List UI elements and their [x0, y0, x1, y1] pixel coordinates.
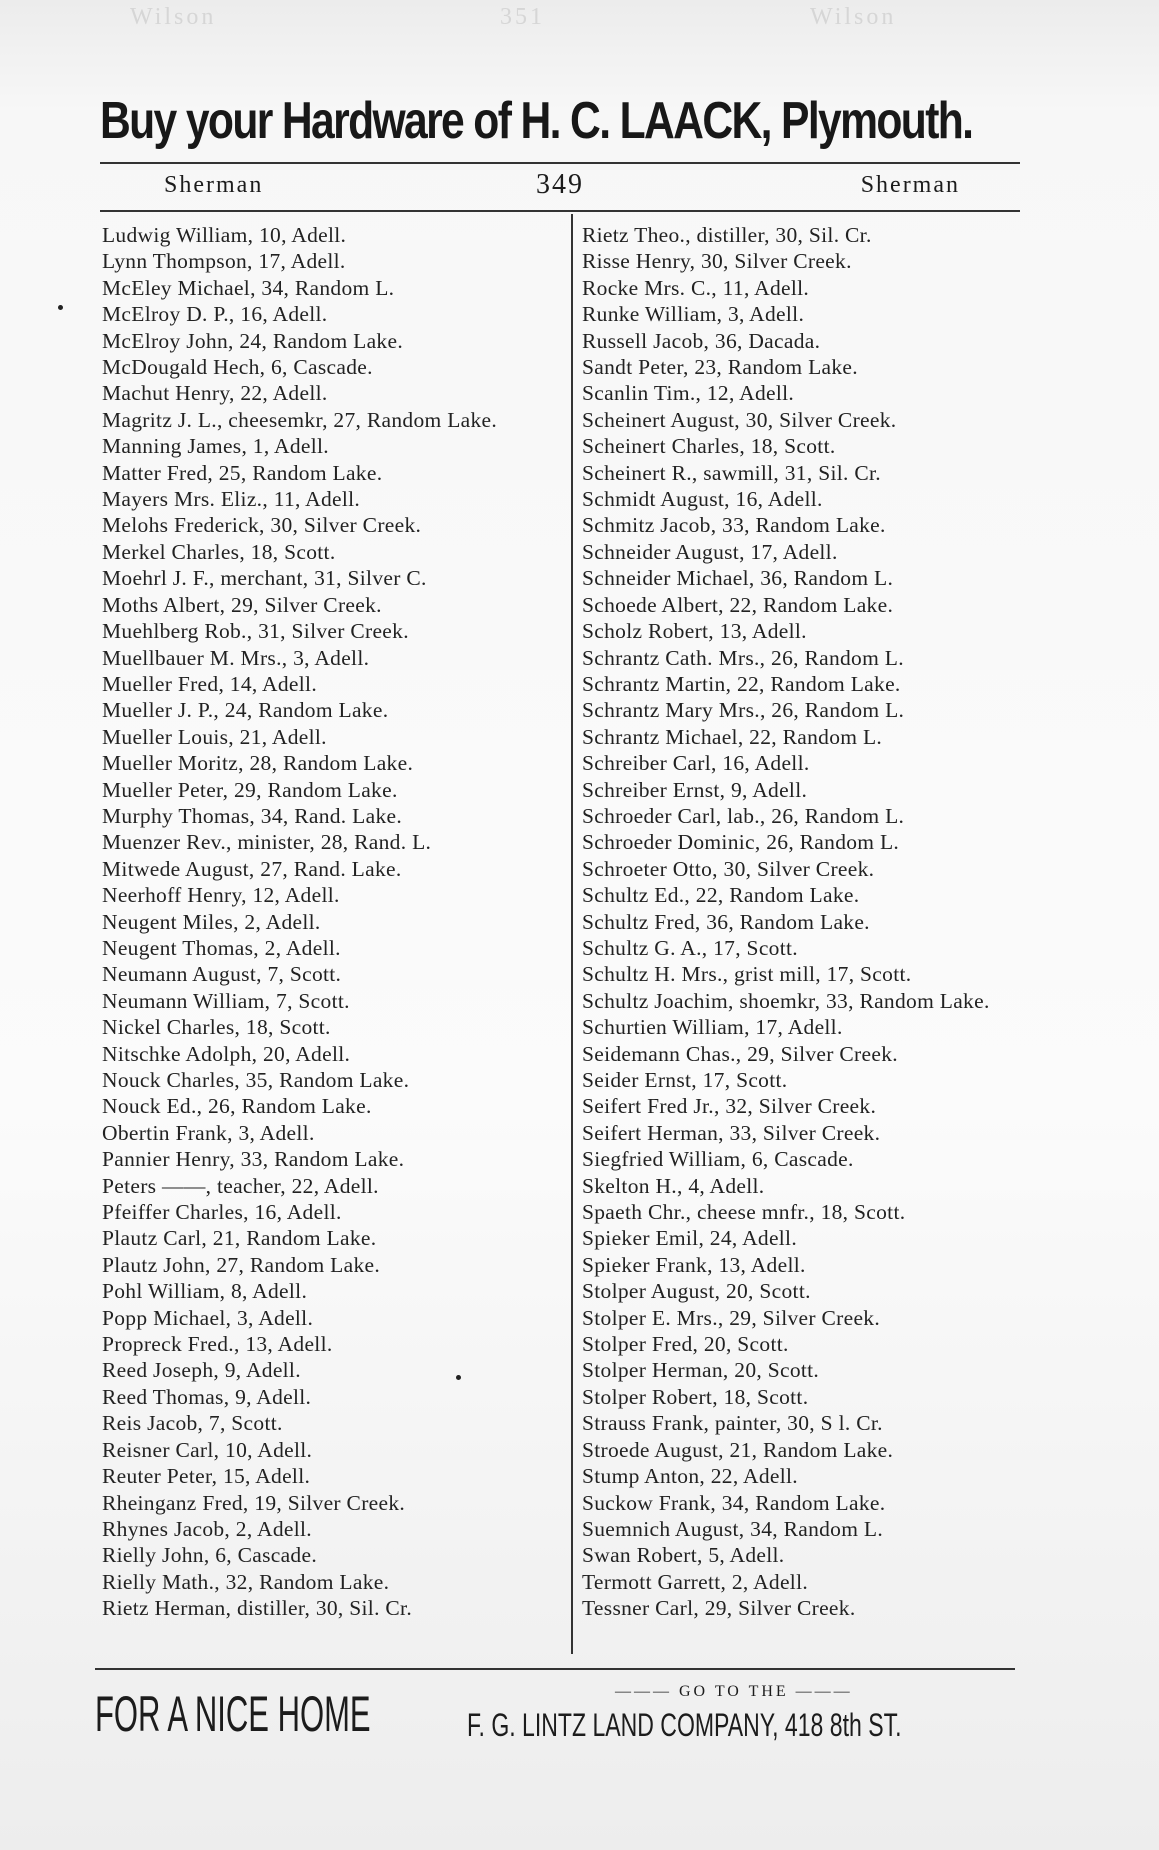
- directory-entry: Neugent Thomas, 2, Adell.: [102, 935, 341, 960]
- left-column-list: [102, 222, 567, 1622]
- directory-entry: Seider Ernst, 17, Scott.: [582, 1068, 788, 1092]
- directory-entry: Popp Michael, 3, Adell.: [102, 1305, 314, 1330]
- directory-entry: Siegfried William, 6, Cascade.: [582, 1147, 854, 1172]
- hardware-advertisement: Buy your Hardware of H. C. LAACK, Plymouth.: [100, 92, 973, 150]
- directory-entry: Schrantz Michael, 22, Random L.: [582, 724, 883, 749]
- page-number: 349: [536, 169, 584, 200]
- directory-entry: Reisner Carl, 10, Adell.: [102, 1437, 313, 1462]
- directory-entry: Swan Robert, 5, Adell.: [582, 1543, 785, 1568]
- directory-entry: McElroy John, 24, Random Lake.: [102, 328, 403, 353]
- directory-entry: Manning James, 1, Adell.: [102, 434, 329, 459]
- directory-entry: Plautz Carl, 21, Random Lake.: [102, 1226, 377, 1251]
- directory-entry: Pannier Henry, 33, Random Lake.: [102, 1147, 405, 1172]
- directory-entry: Schultz Joachim, shoemkr, 33, Random Lake.: [582, 988, 990, 1013]
- directory-entry: Schrantz Cath. Mrs., 26, Random L.: [582, 645, 904, 670]
- directory-entry: Nickel Charles, 18, Scott.: [102, 1015, 331, 1040]
- directory-entry: McEley Michael, 34, Random L.: [102, 275, 395, 300]
- directory-entry: Stolper E. Mrs., 29, Silver Creek.: [582, 1305, 881, 1330]
- directory-entry: Muenzer Rev., minister, 28, Rand. L.: [102, 830, 432, 855]
- directory-entry: Reis Jacob, 7, Scott.: [102, 1411, 283, 1436]
- directory-entry: McElroy D. P., 16, Adell.: [102, 302, 328, 327]
- directory-entry: Plautz John, 27, Random Lake.: [102, 1252, 381, 1277]
- bleed-through-text-center: 351: [500, 4, 545, 30]
- directory-entry: Mueller Peter, 29, Random Lake.: [102, 777, 398, 802]
- directory-entry: Russell Jacob, 36, Dacada.: [582, 328, 821, 353]
- bleed-through-text-right: Wilson: [810, 4, 897, 30]
- directory-entry: Schmidt August, 16, Adell.: [582, 487, 823, 512]
- directory-entry: Stump Anton, 22, Adell.: [582, 1464, 798, 1489]
- directory-entry: Ludwig William, 10, Adell.: [102, 223, 347, 247]
- directory-entry: Obertin Frank, 3, Adell.: [102, 1120, 315, 1145]
- directory-entry: Mueller J. P., 24, Random Lake.: [102, 698, 389, 723]
- directory-entry: Schroeter Otto, 30, Silver Creek.: [582, 856, 875, 881]
- directory-entry: Schneider Michael, 36, Random L.: [582, 566, 894, 591]
- directory-entry: Reed Thomas, 9, Adell.: [102, 1384, 312, 1409]
- directory-entry: Rielly Math., 32, Random Lake.: [102, 1569, 390, 1594]
- directory-entry: Mueller Louis, 21, Adell.: [102, 724, 327, 749]
- directory-entry: Reed Joseph, 9, Adell.: [102, 1358, 301, 1383]
- directory-entry: Mueller Fred, 14, Adell.: [102, 671, 317, 696]
- directory-entry: Rocke Mrs. C., 11, Adell.: [582, 275, 810, 300]
- land-company-advertisement: [95, 1685, 1015, 1765]
- directory-entry: Sandt Peter, 23, Random Lake.: [582, 355, 858, 380]
- directory-entry: Muehlberg Rob., 31, Silver Creek.: [102, 619, 409, 644]
- directory-entry: Mueller Moritz, 28, Random Lake.: [102, 751, 414, 776]
- footer-rule: [95, 1668, 1015, 1670]
- directory-entry: Spaeth Chr., cheese mnfr., 18, Scott.: [582, 1200, 906, 1225]
- directory-entry: Melohs Frederick, 30, Silver Creek.: [102, 513, 422, 538]
- ad-company-text: F. G. LINTZ LAND COMPANY, 418 8th ST.: [467, 1707, 902, 1743]
- directory-entry: Schultz H. Mrs., grist mill, 17, Scott.: [582, 962, 912, 987]
- ad-nice-home-text: FOR A NICE HOME: [95, 1686, 371, 1742]
- top-rule: [100, 162, 1020, 164]
- directory-entry: Stroede August, 21, Random Lake.: [582, 1437, 894, 1462]
- directory-entry: Moehrl J. F., merchant, 31, Silver C.: [102, 566, 427, 591]
- directory-entry: Murphy Thomas, 34, Rand. Lake.: [102, 803, 403, 828]
- directory-entry: Nouck Ed., 26, Random Lake.: [102, 1094, 372, 1119]
- directory-entry: Spieker Emil, 24, Adell.: [582, 1226, 798, 1251]
- directory-entry: Rietz Herman, distiller, 30, Sil. Cr.: [102, 1596, 413, 1621]
- directory-entry: Mitwede August, 27, Rand. Lake.: [102, 856, 402, 881]
- directory-entry: Peters ——, teacher, 22, Adell.: [102, 1173, 379, 1198]
- directory-entry: Seidemann Chas., 29, Silver Creek.: [582, 1041, 898, 1066]
- running-head-right: Sherman: [860, 172, 960, 198]
- directory-entry: Schultz Ed., 22, Random Lake.: [582, 883, 860, 908]
- directory-entry: Tessner Carl, 29, Silver Creek.: [582, 1596, 856, 1621]
- ink-speck: [456, 1375, 461, 1380]
- right-column-list: [582, 222, 1032, 1622]
- directory-entry: Stolper Robert, 18, Scott.: [582, 1384, 809, 1409]
- directory-entry: Runke William, 3, Adell.: [582, 302, 805, 327]
- directory-entry: Rielly John, 6, Cascade.: [102, 1543, 317, 1568]
- directory-entry: Schneider August, 17, Adell.: [582, 539, 838, 564]
- directory-entry: McDougald Hech, 6, Cascade.: [102, 355, 373, 380]
- directory-entry: Stolper August, 20, Scott.: [582, 1279, 811, 1304]
- directory-entry: Schreiber Carl, 16, Adell.: [582, 751, 810, 776]
- ad-go-to-text: ——— GO TO THE ———: [615, 1683, 853, 1700]
- directory-entry: Rietz Theo., distiller, 30, Sil. Cr.: [582, 223, 872, 247]
- directory-entry: Skelton H., 4, Adell.: [582, 1173, 765, 1198]
- directory-entry: Schoede Albert, 22, Random Lake.: [582, 592, 894, 617]
- running-head-left: Sherman: [164, 172, 264, 198]
- directory-entry: Nouck Charles, 35, Random Lake.: [102, 1068, 410, 1092]
- directory-entry: Neumann August, 7, Scott.: [102, 962, 342, 987]
- header-rule: [100, 210, 1020, 212]
- directory-entry: Neugent Miles, 2, Adell.: [102, 909, 321, 934]
- directory-entry: Strauss Frank, painter, 30, S l. Cr.: [582, 1411, 883, 1436]
- directory-entry: Matter Fred, 25, Random Lake.: [102, 460, 383, 485]
- directory-entry: Schrantz Mary Mrs., 26, Random L.: [582, 698, 905, 723]
- directory-entry: Propreck Fred., 13, Adell.: [102, 1332, 333, 1357]
- directory-entry: Scheinert Charles, 18, Scott.: [582, 434, 836, 459]
- running-head: [100, 169, 1020, 206]
- directory-entry: Seifert Herman, 33, Silver Creek.: [582, 1120, 881, 1145]
- directory-entry: Pfeiffer Charles, 16, Adell.: [102, 1200, 342, 1225]
- bleed-through-text-left: Wilson: [130, 4, 217, 30]
- directory-entry: Spieker Frank, 13, Adell.: [582, 1252, 806, 1277]
- directory-entry: Schroeder Carl, lab., 26, Random L.: [582, 803, 905, 828]
- directory-entry: Nitschke Adolph, 20, Adell.: [102, 1041, 351, 1066]
- directory-entry: Schurtien William, 17, Adell.: [582, 1015, 843, 1040]
- directory-entry: Scanlin Tim., 12, Adell.: [582, 381, 795, 406]
- directory-entry: Scheinert R., sawmill, 31, Sil. Cr.: [582, 460, 881, 485]
- directory-entry: Risse Henry, 30, Silver Creek.: [582, 249, 852, 274]
- directory-entry: Rheinganz Fred, 19, Silver Creek.: [102, 1490, 406, 1515]
- ink-speck: [58, 305, 63, 310]
- directory-entry: Reuter Peter, 15, Adell.: [102, 1464, 311, 1489]
- directory-entry: Neumann William, 7, Scott.: [102, 988, 350, 1013]
- directory-entry: Suemnich August, 34, Random L.: [582, 1516, 884, 1541]
- column-divider: [571, 214, 573, 1654]
- directory-entry: Scheinert August, 30, Silver Creek.: [582, 407, 897, 432]
- directory-entry: Magritz J. L., cheesemkr, 27, Random Lake.: [102, 407, 498, 432]
- directory-entry: Stolper Fred, 20, Scott.: [582, 1332, 789, 1357]
- directory-entry: Lynn Thompson, 17, Adell.: [102, 249, 346, 274]
- directory-entry: Machut Henry, 22, Adell.: [102, 381, 328, 406]
- directory-entry: Merkel Charles, 18, Scott.: [102, 539, 336, 564]
- directory-entry: Seifert Fred Jr., 32, Silver Creek.: [582, 1094, 877, 1119]
- directory-entry: Muellbauer M. Mrs., 3, Adell.: [102, 645, 370, 670]
- directory-entry: Schultz G. A., 17, Scott.: [582, 935, 798, 960]
- directory-entry: Schultz Fred, 36, Random Lake.: [582, 909, 870, 934]
- directory-entry: Schroeder Dominic, 26, Random L.: [582, 830, 900, 855]
- directory-entry: Schrantz Martin, 22, Random Lake.: [582, 671, 901, 696]
- directory-entry: Mayers Mrs. Eliz., 11, Adell.: [102, 487, 361, 512]
- directory-entry: Pohl William, 8, Adell.: [102, 1279, 308, 1304]
- directory-entry: Termott Garrett, 2, Adell.: [582, 1569, 809, 1594]
- directory-entry: Scholz Robert, 13, Adell.: [582, 619, 807, 644]
- directory-entry: Neerhoff Henry, 12, Adell.: [102, 883, 340, 908]
- directory-entry: Schreiber Ernst, 9, Adell.: [582, 777, 808, 802]
- directory-entry: Suckow Frank, 34, Random Lake.: [582, 1490, 886, 1515]
- directory-entry: Rhynes Jacob, 2, Adell.: [102, 1516, 312, 1541]
- directory-entry: Stolper Herman, 20, Scott.: [582, 1358, 820, 1383]
- directory-entry: Moths Albert, 29, Silver Creek.: [102, 592, 382, 617]
- directory-entry: Schmitz Jacob, 33, Random Lake.: [582, 513, 886, 538]
